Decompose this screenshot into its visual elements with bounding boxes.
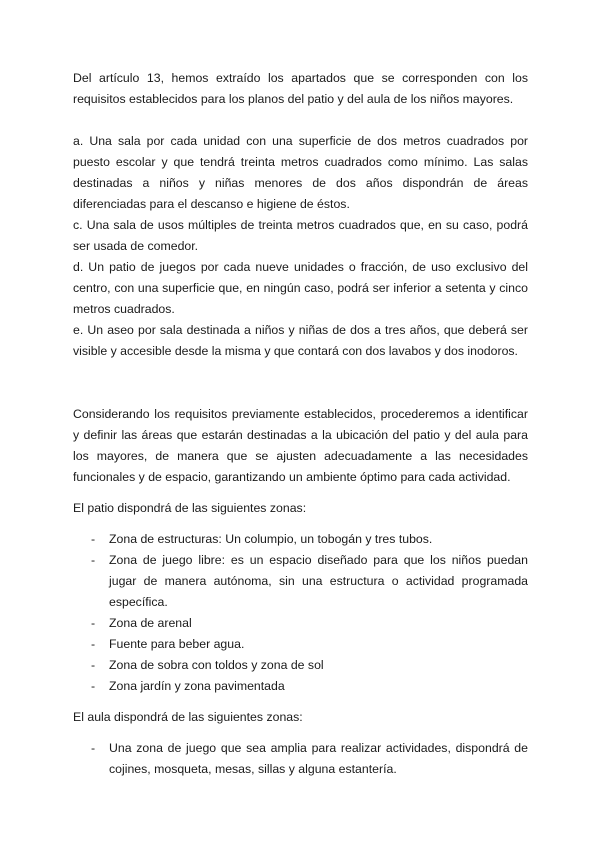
patio-zone-text: Zona de estructuras: Un columpio, un tobogán y tres tubos.	[109, 532, 433, 546]
patio-zone-text: Zona de sobra con toldos y zona de sol	[109, 658, 324, 672]
patio-heading: El patio dispondrá de las siguientes zonas:	[73, 501, 307, 515]
dash-bullet: -	[91, 553, 96, 567]
requirement-item: c. Una sala de usos múltiples de treinta metros cuadrados que, en su caso, podrá ser usada de comedor.	[73, 218, 528, 253]
considering-paragraph: Considerando los requisitos previamente establecidos, procederemos a identificar y definir las áreas que estarán destinadas a la ubicación del patio y del aula para los mayores, de manera que se ajusten adecuadamente a las necesidades funcionales y de espacio, garantizando un ambiente óptimo para cada actividad.	[73, 407, 528, 484]
aula-heading: El aula dispondrá de las siguientes zonas:	[73, 710, 303, 724]
requirement-item: e. Un aseo por sala destinada a niños y niñas de dos a tres años, que deberá ser visible y accesible desde la misma y que contará con dos lavabos y dos inodoros.	[73, 323, 528, 358]
intro-paragraph: Del artículo 13, hemos extraído los apartados que se corresponden con los requisitos establecidos para los planos del patio y del aula de los niños mayores.	[73, 71, 528, 106]
list-item	[73, 529, 528, 550]
list-item	[73, 676, 528, 697]
requirement-item: d. Un patio de juegos por cada nueve unidades o fracción, de uso exclusivo del centro, con una superficie que, en ningún caso, podrá ser inferior a setenta y cinco metros cuadrados.	[73, 260, 528, 316]
aula-zone-list	[73, 738, 528, 780]
patio-zone-text: Fuente para beber agua.	[109, 637, 245, 651]
document-page	[73, 68, 528, 790]
list-item	[73, 655, 528, 676]
patio-zone-text: Zona jardín y zona pavimentada	[109, 679, 285, 693]
dash-bullet: -	[91, 741, 96, 755]
dash-bullet: -	[91, 658, 96, 672]
aula-zone-text: Una zona de juego que sea amplia para realizar actividades, dispondrá de cojines, mosqueta, mesas, sillas y alguna estantería.	[109, 741, 528, 776]
requirements-list	[73, 131, 528, 362]
patio-zone-text: Zona de arenal	[109, 616, 192, 630]
list-item	[73, 634, 528, 655]
patio-zone-text: Zona de juego libre: es un espacio diseñado para que los niños puedan jugar de manera autónoma, sin una estructura o actividad programada específica.	[109, 553, 528, 609]
list-item	[73, 738, 528, 780]
list-item	[73, 550, 528, 613]
requirement-item: a. Una sala por cada unidad con una superficie de dos metros cuadrados por puesto escolar y que tendrá treinta metros cuadrados como mínimo. Las salas destinadas a niños y niñas menores de dos años dispondrán de áreas diferenciadas para el descanso e higiene de éstos.	[73, 134, 528, 211]
dash-bullet: -	[91, 637, 96, 651]
dash-bullet: -	[91, 616, 96, 630]
section-spacer	[73, 362, 528, 404]
list-item	[73, 613, 528, 634]
dash-bullet: -	[91, 532, 96, 546]
patio-zone-list	[73, 529, 528, 697]
dash-bullet: -	[91, 679, 96, 693]
